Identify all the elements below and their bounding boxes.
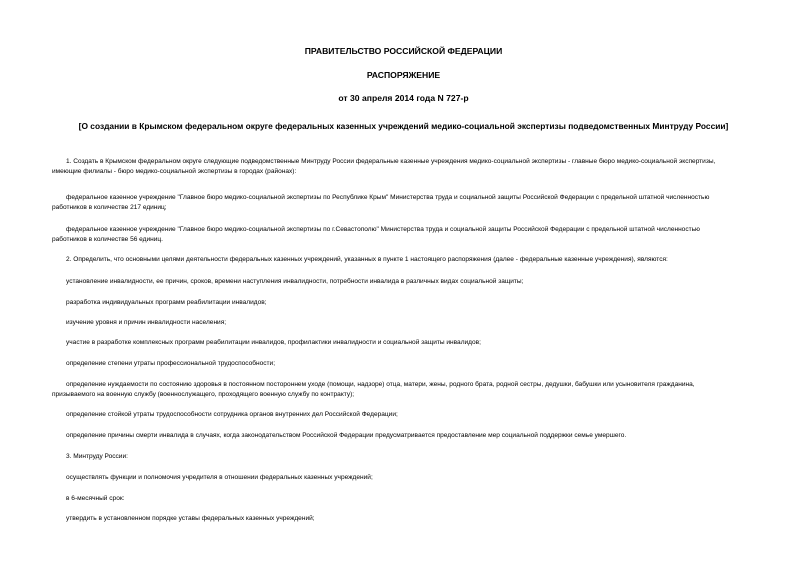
paragraph-1 [52, 157, 767, 177]
paragraph-goal-death: определение причины смерти инвалида в случаях, когда законодательством Российской Федерации предусматривается предоставление мер социальной поддержки семье умершего. [66, 432, 627, 439]
paragraph-line: федеральное казенное учреждение "Главное бюро медико-социальной экспертизы по г.Севастополю" Министерства труда и социальной защиты Российской Федерации с предельной штатной численностью [66, 226, 700, 233]
paragraph-goal-capacity: определение степени утраты профессиональной трудоспособности; [66, 360, 276, 367]
paragraph-charters: утвердить в установленном порядке уставы федеральных казенных учреждений; [66, 515, 315, 522]
document-type: РАСПОРЯЖЕНИЕ [366, 70, 441, 80]
paragraph-deadline: в 6-месячный срок: [66, 495, 125, 502]
paragraph-goal-police: определение стойкой утраты трудоспособности сотрудника органов внутренних дел Российской Федерации; [66, 411, 398, 418]
paragraph-2: 2. Определить, что основными целями деятельности федеральных казенных учреждений, указанных в пункте 1 настоящего распоряжения (далее - федеральные казенные учреждения), являются: [66, 256, 668, 263]
document-authority: ПРАВИТЕЛЬСТВО РОССИЙСКОЙ ФЕДЕРАЦИИ [304, 46, 503, 56]
paragraph-founder: осуществлять функции и полномочия учредителя в отношении федеральных казенных учреждений; [66, 474, 373, 481]
paragraph-goal-study: изучение уровня и причин инвалидности населения; [66, 319, 227, 326]
document-date-number: от 30 апреля 2014 года N 727-р [338, 93, 469, 103]
paragraph-goal-care [52, 380, 767, 400]
paragraph-continuation: работников в количестве 217 единиц; [52, 203, 167, 211]
paragraph-3: 3. Минтруду России: [66, 453, 128, 460]
paragraph-goal-participation: участие в разработке комплексных программ реабилитации инвалидов, профилактики инвалидности и социальной защиты инвалидов; [66, 339, 481, 346]
paragraph-line: 1. Создать в Крымском федеральном округе следующие подведомственные Минтруду России федеральные казенные учреждения медико-социальной экспертизы - главные бюро медико-социальной экспертизы, [66, 158, 716, 165]
document-subject: [О создании в Крымском федеральном округе федеральных казенных учреждений медико-социальной экспертизы подведомственных Минтруду России] [78, 121, 729, 131]
paragraph-continuation: имеющие филиалы - бюро медико-социальной экспертизы в городах (районах): [52, 167, 297, 175]
paragraph-line: определение нуждаемости по состоянию здоровья в постоянном постороннем уходе (помощи, надзоре) отца, матери, жены, родного брата, родной сестры, дедушки, бабушки или усыновителя гражданина, [66, 381, 695, 388]
paragraph-continuation: призываемого на военную службу (военнослужащего, проходящего военную службу по контракту); [52, 390, 355, 398]
paragraph-goal-disability: установление инвалидности, ее причин, сроков, времени наступления инвалидности, потребности инвалида в различных видах социальной защиты; [66, 278, 524, 285]
paragraph-gbmse-crimea [52, 193, 767, 213]
paragraph-line: федеральное казенное учреждение "Главное бюро медико-социальной экспертизы по Республике Крым" Министерства труда и социальной защиты Российской Федерации с предельной штатной численностью [66, 194, 710, 201]
paragraph-gbmse-sevastopol [52, 225, 767, 245]
paragraph-continuation: работников в количестве 56 единиц. [52, 235, 163, 243]
paragraph-goal-programs: разработка индивидуальных программ реабилитации инвалидов; [66, 299, 267, 306]
